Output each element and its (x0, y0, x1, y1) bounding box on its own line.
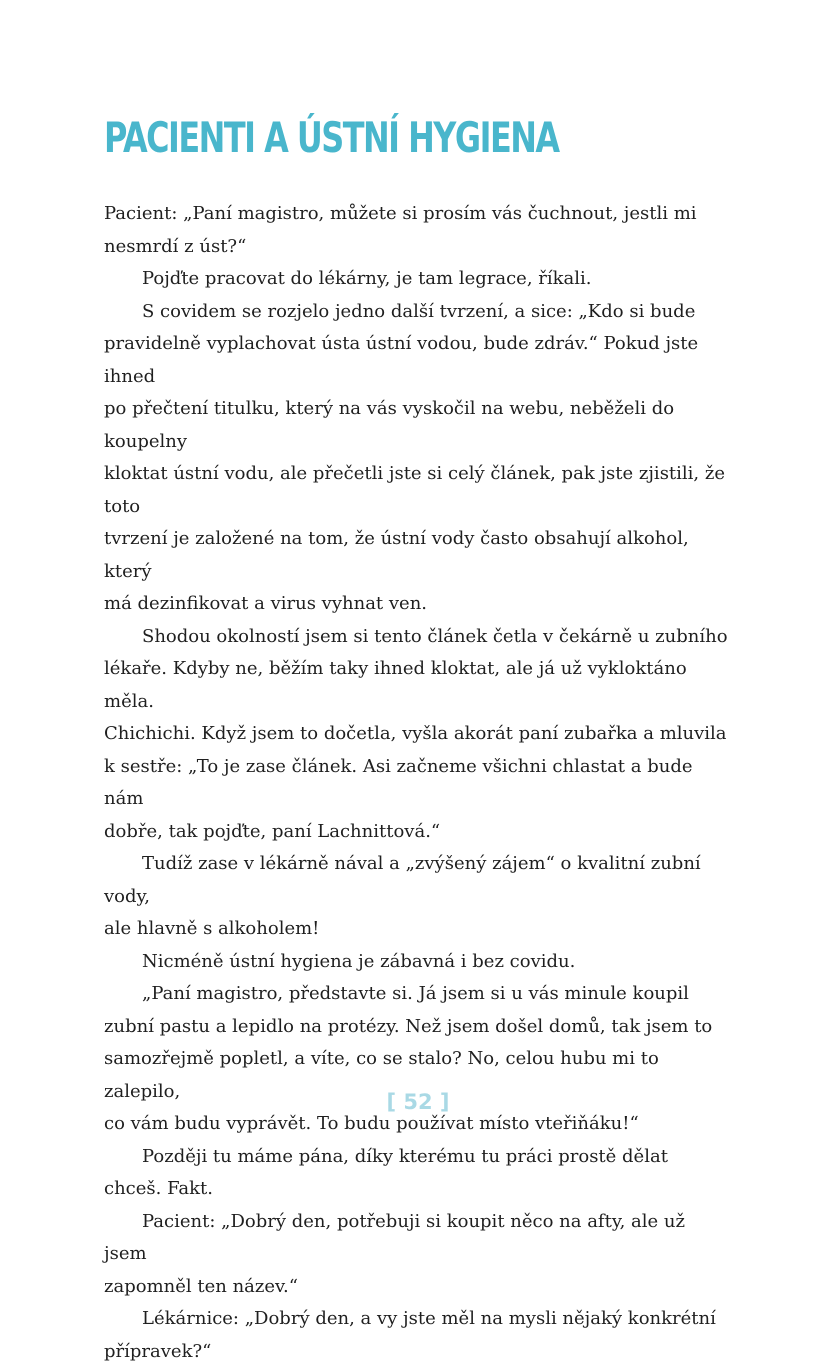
text-line: Později tu máme pána, díky kterému tu práci prostě dělat chceš. Fakt. (104, 1145, 668, 1199)
text-line: ale hlavně s alkoholem! (104, 918, 320, 939)
paragraph-10 (104, 1303, 730, 1368)
chapter-title: PACIENTI A ÚSTNÍ HYGIENA (104, 113, 559, 162)
text-line: kloktat ústní vodu, ale přečetli jste si celý článek, pak jste zjistili, že toto (104, 463, 726, 517)
paragraph-2 (104, 263, 730, 296)
text-line: Pacient: „Dobrý den, potřebuji si koupit něco na afty, ale už jsem (104, 1210, 685, 1264)
chapter-body (104, 198, 730, 1368)
paragraph-3 (104, 296, 730, 621)
text-line: zapomněl ten název.“ (104, 1275, 298, 1297)
text-line: Chichichi. Když jsem to dočetla, vyšla akorát paní zubařka a mluvila (104, 723, 727, 744)
text-line: „Paní magistro, představte si. Já jsem si u vás minule koupil (142, 983, 689, 1004)
paragraph-9 (104, 1206, 730, 1304)
text-line: má dezinfikovat a virus vyhnat ven. (104, 593, 428, 614)
text-line: Lékárnice: „Dobrý den, a vy jste měl na mysli nějaký konkrétní (142, 1308, 716, 1329)
paragraph-4 (104, 621, 730, 849)
paragraph-6 (104, 946, 730, 979)
text-line: k sestře: „To je zase článek. Asi začneme všichni chlastat a bude nám (104, 755, 693, 809)
text-line: dobře, tak pojďte, paní Lachnittová.“ (104, 820, 441, 842)
paragraph-1 (104, 198, 730, 263)
text-line: Nicméně ústní hygiena je zábavná i bez covidu. (142, 950, 576, 972)
text-line: pravidelně vyplachovat ústa ústní vodou, bude zdráv.“ Pokud jste ihned (104, 333, 699, 387)
text-line: Shodou okolností jsem si tento článek četla v čekárně u zubního (142, 625, 728, 647)
text-line: S covidem se rozjelo jedno další tvrzení, a sice: „Kdo si bude (142, 300, 696, 322)
page-number: [ 52 ] (386, 1090, 450, 1114)
text-line: přípravek?“ (104, 1340, 212, 1362)
text-line: tvrzení je založené na tom, že ústní vody často obsahují alkohol, který (104, 528, 689, 582)
text-line: samozřejmě popletl, a víte, co se stalo? No, celou hubu mi to zalepilo, (104, 1048, 659, 1102)
text-line: Pojďte pracovat do lékárny, je tam legrace, říkali. (142, 268, 592, 289)
paragraph-5 (104, 848, 730, 946)
text-line: Tudíž zase v lékárně nával a „zvýšený zájem“ o kvalitní zubní vody, (104, 853, 701, 907)
paragraph-8 (104, 1141, 730, 1206)
text-line: Pacient: „Paní magistro, můžete si prosím vás čuchnout, jestli mi (104, 203, 697, 224)
text-line: nesmrdí z úst?“ (104, 235, 247, 257)
text-line: po přečtení titulku, který na vás vyskočil na webu, neběželi do koupelny (104, 398, 675, 452)
text-line: co vám budu vyprávět. To budu používat místo vteřiňáku!“ (104, 1113, 639, 1134)
text-line: zubní pastu a lepidlo na protézy. Než jsem došel domů, tak jsem to (104, 1015, 713, 1037)
text-line: lékaře. Kdyby ne, běžím taky ihned kloktat, ale já už vykloktáno měla. (104, 658, 687, 712)
